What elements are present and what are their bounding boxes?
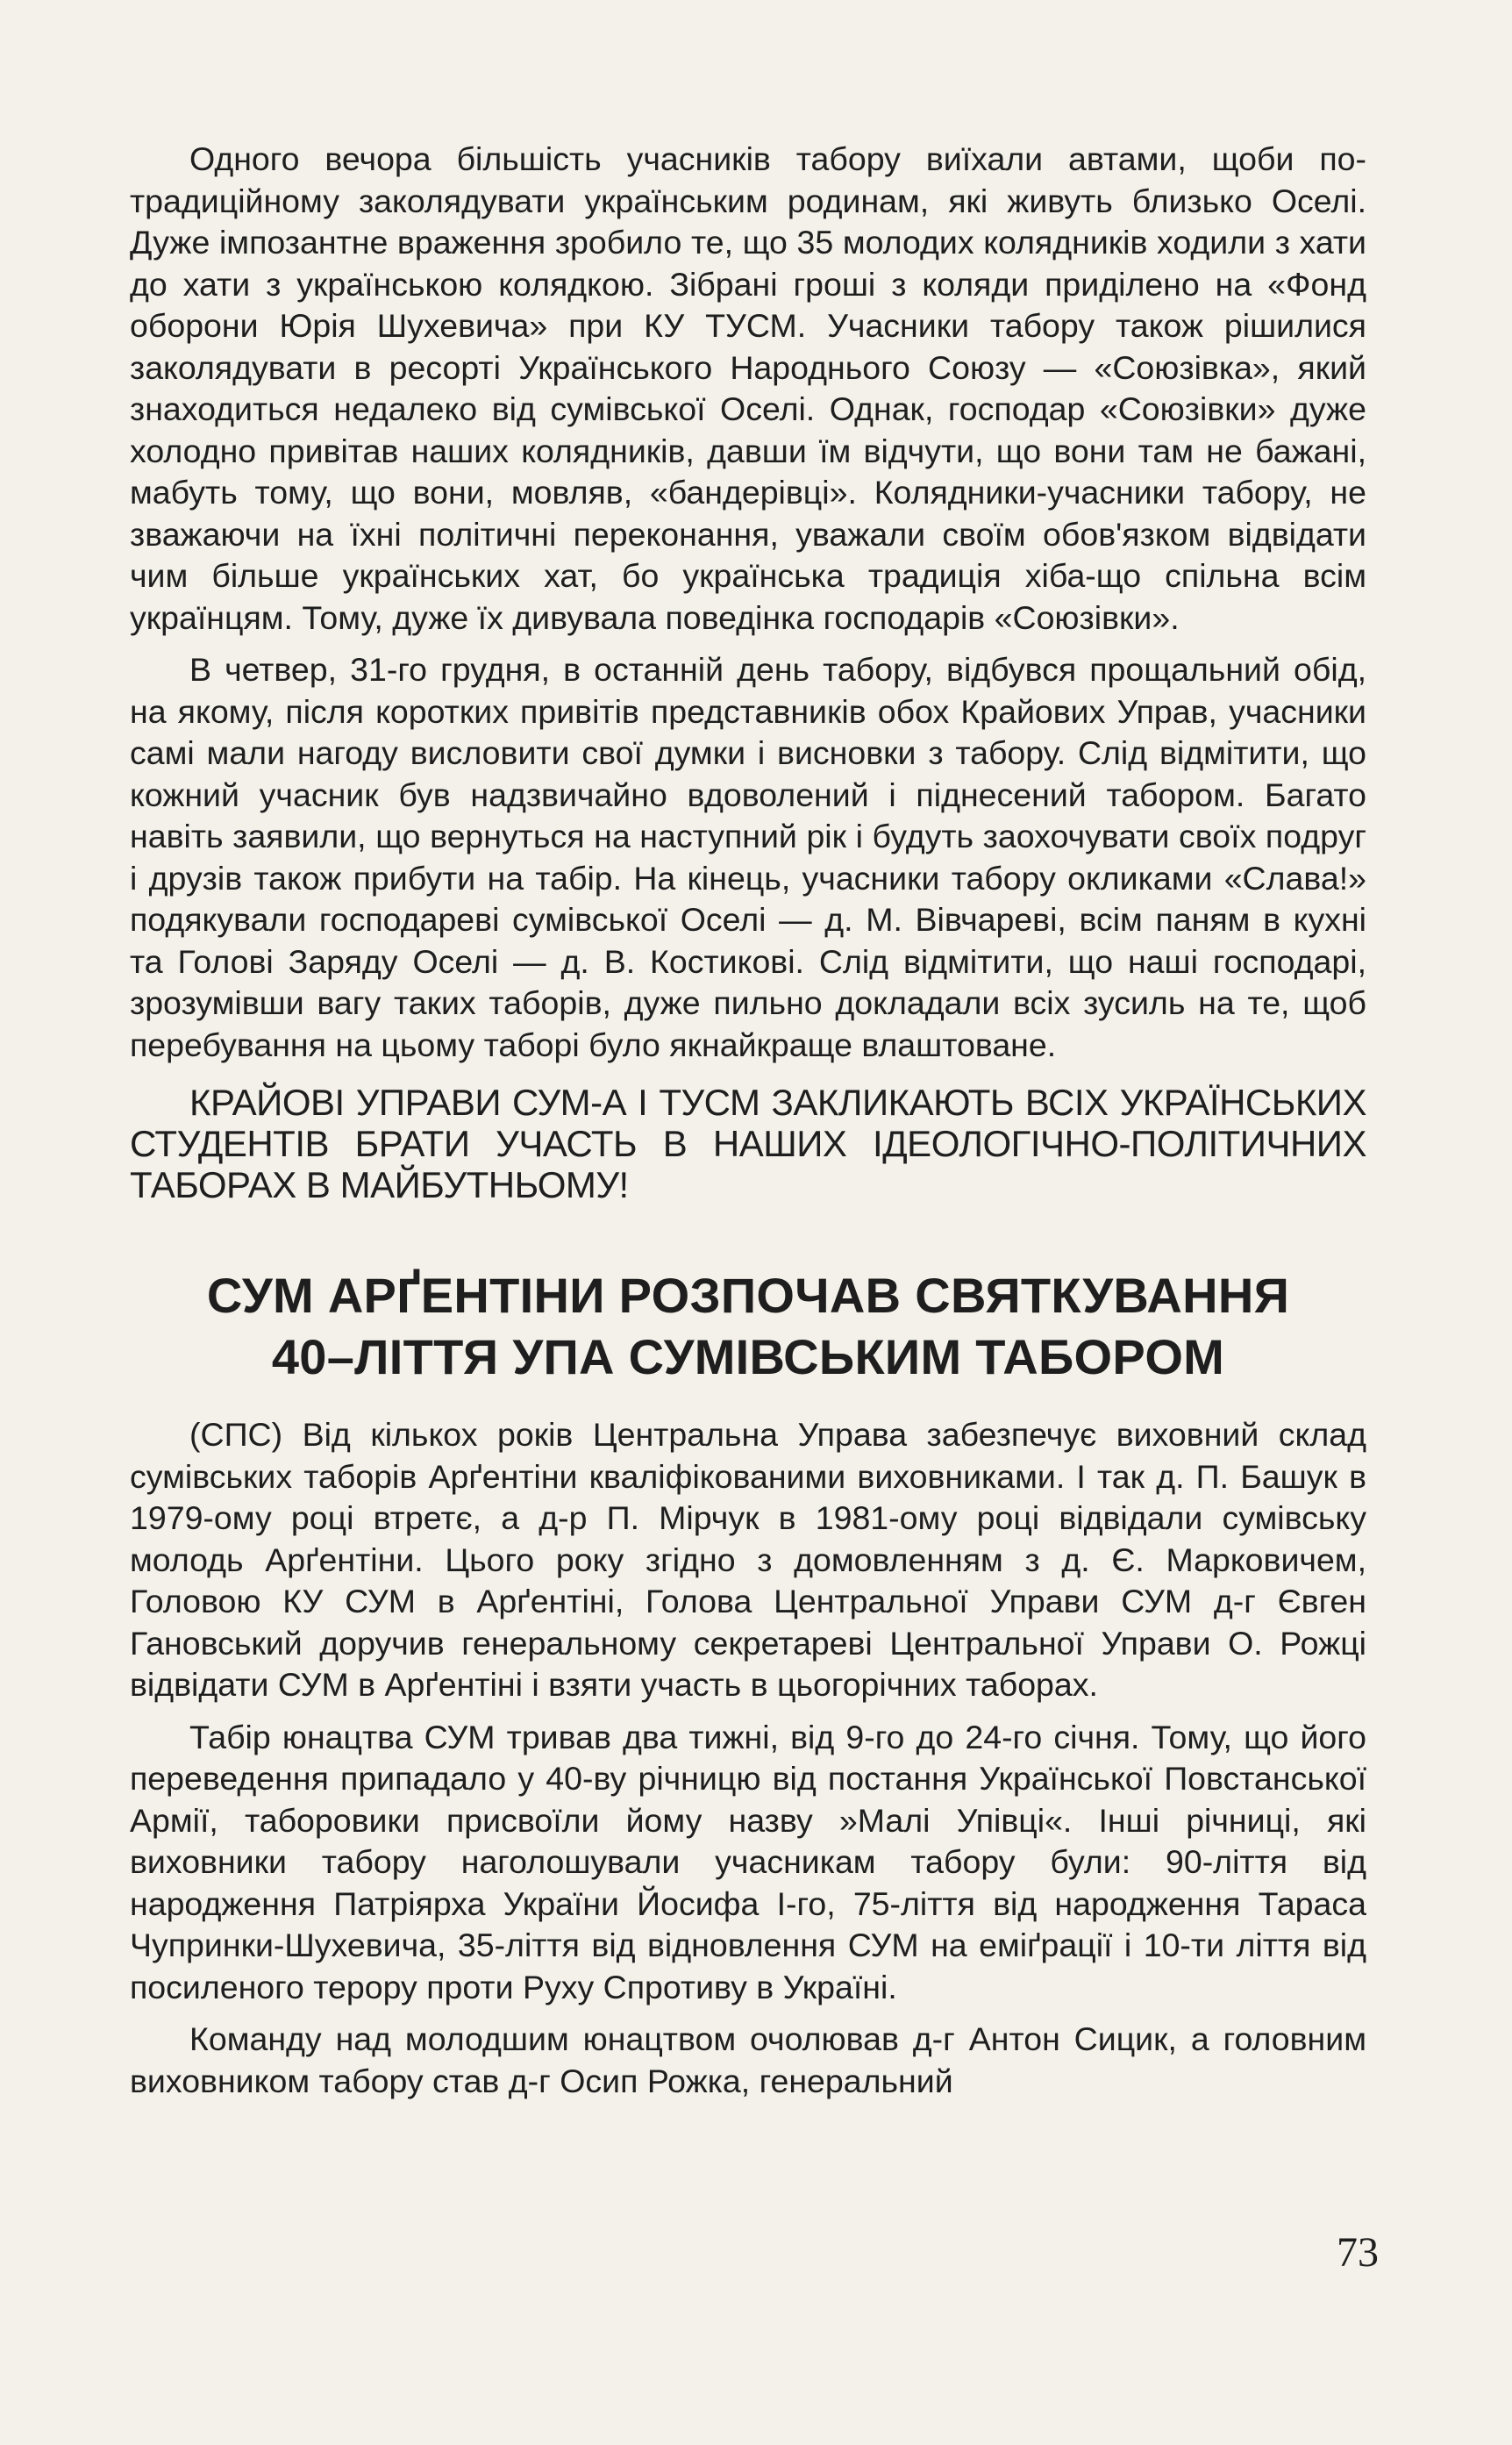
- article2-paragraph-1: (СПС) Від кількох років Центральна Управа забезпечує виховний склад сумівських таборів Арґентіни кваліфікованими виховниками. І так д. П. Башук в 1979-ому році втретє, а д-р П. Мірчук в 1981-ому році відвідали сумівську молодь Арґентіни. Цього року згідно з домовленням з д. Є. Марковичем, Головою КУ СУМ в Арґентіні, Голова Центральної Управи СУМ д-г Євген Гановський доручив генеральному секретареві Центральної Управи О. Рожці відвідати СУМ в Арґентіні і взяти участь в цьогорічних таборах.: [130, 1416, 1366, 1703]
- article1-appeal: КРАЙОВІ УПРАВИ СУМ-А І ТУСМ ЗАКЛИКАЮТЬ ВСІХ УКРАЇНСЬКИХ СТУДЕНТІВ БРАТИ УЧАСТЬ В НАШИХ ІДЕОЛОГІЧНО-ПОЛІТИЧНИХ ТАБОРАХ В МАЙБУТНЬОМУ!: [130, 1082, 1366, 1205]
- article2-paragraph-3: Команду над молодшим юнацтвом очолював д-г Антон Сицик, а головним виховником табору став д-г Осип Рожка, генеральний: [130, 2020, 1366, 2099]
- article2-title-line-1: СУМ АРҐЕНТІНИ РОЗПОЧАВ СВЯТКУВАННЯ: [206, 1268, 1290, 1323]
- page-body: [130, 139, 1366, 2102]
- article1-paragraph-2: В четвер, 31-го грудня, в останній день табору, відбувся прощальний обід, на якому, після коротких привітів представників обох Крайових Управ, учасники самі мали нагоду висловити свої думки і висновки з табору. Слід відмітити, що кожний учасник був надзвичайно вдоволений і піднесений табором. Багато навіть заявили, що вернуться на наступний рік і будуть заохочувати своїх подруг і друзів також прибути на табір. На кінець, учасники табору окликами «Слава!» подякували господареві сумівської Оселі — д. М. Вівчареві, всім паням в кухні та Голові Заряду Оселі — д. В. Костикові. Слід відмітити, що наші господарі, зрозумівши вагу таких таборів, дуже пильно докладали всіх зусиль на те, щоб перебування на цьому таборі було якнайкраще влаштоване.: [130, 651, 1366, 1063]
- article2-title-line-2: 40–ЛІТТЯ УПА СУМІВСЬКИМ ТАБОРОМ: [271, 1329, 1225, 1384]
- article2-paragraph-2: Табір юнацтва СУМ тривав два тижні, від 9-го до 24-го січня. Тому, що його переведення припадало у 40-ву річницю від постання Української Повстанської Армії, таборовики присвоїли йому назву »Малі Упівці«. Інші річниці, які виховники табору наголошували учасникам табору були: 90-ліття від народження Патріярха України Йосифа І-го, 75-ліття від народження Тараса Чупринки-Шухевича, 35-ліття від відновлення СУМ на еміґрації і 10-ти ліття від посиленого терору проти Руху Спротиву в Україні.: [130, 1718, 1366, 2005]
- article1-paragraph-1: Одного вечора більшість учасників табору виїхали автами, щоби по-традиційному заколядувати українським родинам, які живуть близько Оселі. Дуже імпозантне враження зробило те, що 35 молодих колядників ходили з хати до хати з українською колядкою. Зібрані гроші з коляди приділено на «Фонд оборони Юрія Шухевича» при КУ ТУСМ. Учасники табору також рішилися заколядувати в ресорті Українського Народнього Союзу — «Союзівка», який знаходиться недалеко від сумівської Оселі. Однак, господар «Союзівки» дуже холодно привітав наших колядників, давши їм відчути, що вони там не бажані, мабуть тому, що вони, мовляв, «бандерівці». Колядники-учасники табору, не зважаючи на їхні політичні переконання, уважали своїм обов'язком відвідати чим більше українських хат, бо українська традиція хіба-що спільна всім українцям. Тому, дуже їх дивувала поведінка господарів «Союзівки».: [130, 140, 1366, 636]
- page-number: 73: [1337, 2229, 1379, 2276]
- article2-title: [130, 1265, 1366, 1388]
